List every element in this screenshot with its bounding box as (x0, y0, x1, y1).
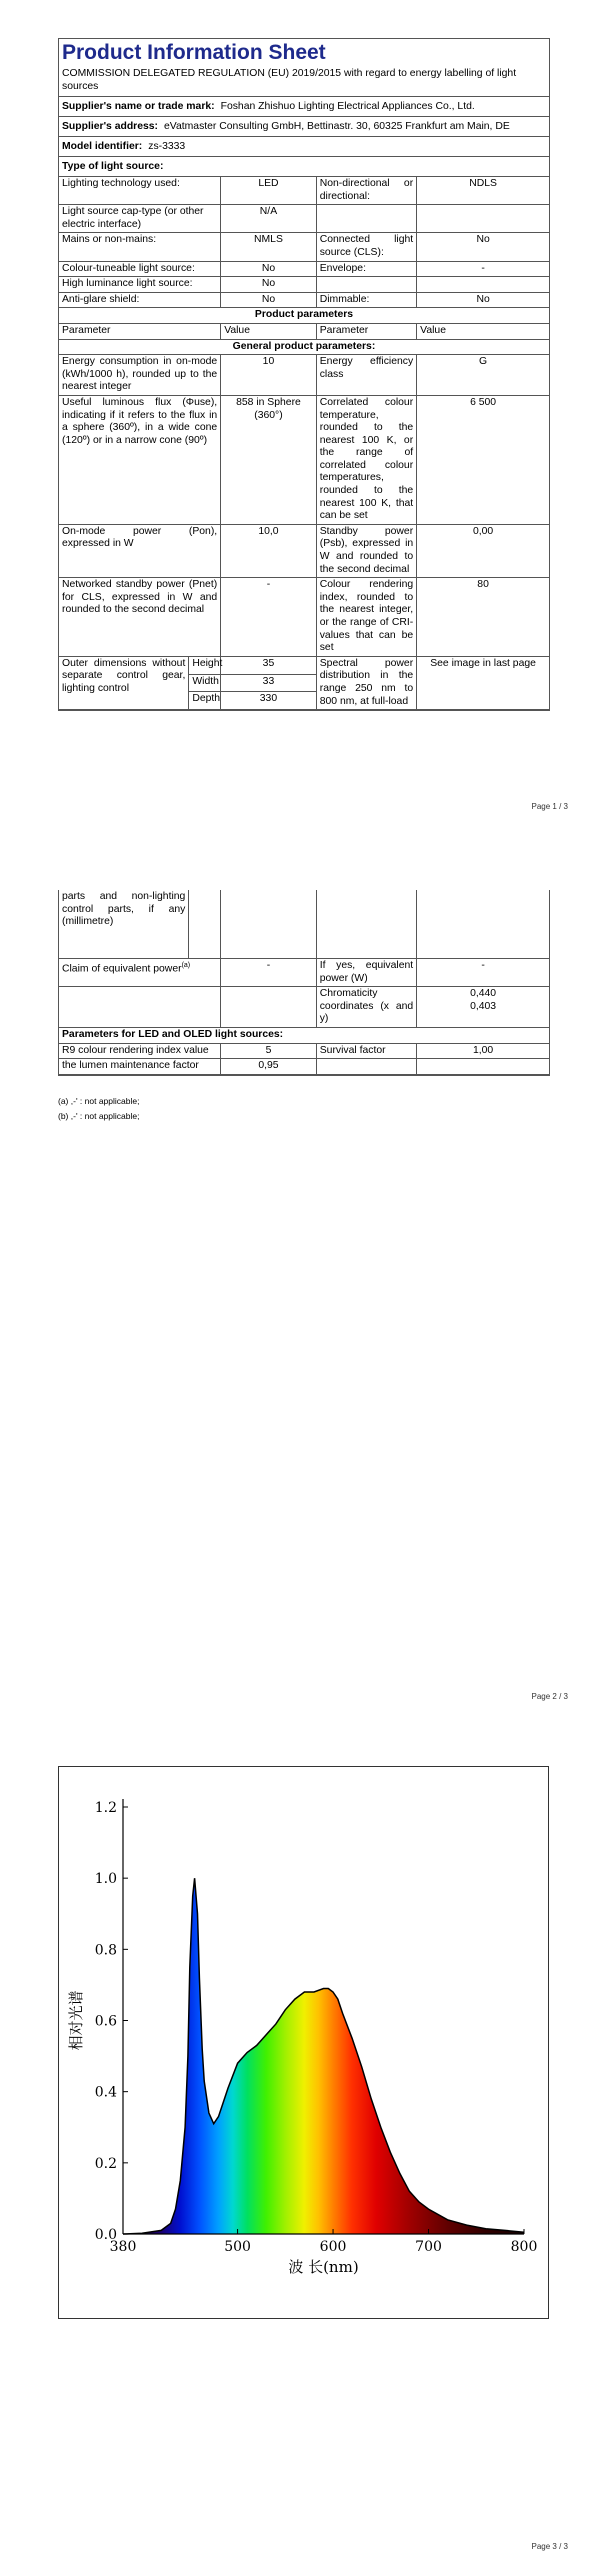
page-number: Page 3 / 3 (531, 2542, 568, 2551)
y-tick-label: 1.2 (94, 1800, 117, 1816)
general-row (59, 524, 549, 577)
general-row (59, 355, 549, 396)
lumen-maintenance-row (59, 1059, 549, 1075)
empty-cell (417, 890, 549, 959)
empty-cell (189, 890, 221, 959)
info-sheet-frame-continued (58, 890, 550, 1076)
empty-cell (316, 1059, 416, 1075)
general-value: 858 in Sphere (360°) (221, 395, 317, 524)
product-parameters-heading-row (59, 308, 549, 324)
equivalent-power-label: Claim of equivalent power$^{(a)}$ (59, 959, 221, 987)
y-tick-label: 0.8 (94, 1942, 117, 1959)
x-tick-label: 380 (109, 2239, 137, 2255)
type-value: No (221, 261, 317, 277)
type-value (417, 277, 549, 293)
model-value: zs-3333 (148, 141, 186, 152)
x-tick-label: 800 (510, 2239, 538, 2255)
page-number: Page 2 / 3 (531, 1692, 568, 1701)
col-value: Value (417, 323, 549, 339)
general-label: Colour rendering index, rounded to the nearest integer, or the range of CRI-values that can be set (316, 578, 416, 657)
general-label: Correlated colour temperature, rounded to the nearest 100 K, or the range of correlated colour temperatures, rounded to the nearest 100 K, that can be set (316, 395, 416, 524)
type-label: Light source cap-type (or other electric interface) (59, 205, 221, 233)
regulation-subtitle: COMMISSION DELEGATED REGULATION (EU) 2019/2015 with regard to energy labelling of light sources (59, 65, 549, 97)
type-label: Lighting technology used: (59, 177, 221, 205)
type-label: Dimmable: (316, 292, 416, 308)
supplier-address-label: Supplier's address: (62, 121, 159, 132)
empty-cell (316, 890, 416, 959)
general-row (59, 578, 549, 657)
dimension-row (59, 656, 549, 674)
general-value: 10 (221, 355, 317, 396)
general-label: Networked standby power (Pnet) for CLS, expressed in W and rounded to the second decimal (59, 578, 221, 657)
col-parameter: Parameter (316, 323, 416, 339)
spd-value: See image in last page (417, 656, 549, 709)
equivalent-power-yes-value: - (417, 959, 549, 987)
type-value: No (221, 277, 317, 293)
page-2 (0, 880, 608, 1710)
page-1 (0, 0, 608, 812)
x-tick-label: 700 (415, 2239, 442, 2255)
type-value: LED (221, 177, 317, 205)
r9-label: R9 colour rendering index value (59, 1043, 221, 1059)
chromaticity-value: 0,440 0,403 (417, 987, 549, 1028)
parameters-table-continued (59, 890, 549, 1075)
type-value: - (417, 261, 549, 277)
general-value: - (221, 578, 317, 657)
empty-cell (221, 987, 317, 1028)
general-label: Energy consumption in on-mode (kWh/1000 h), rounded up to the nearest integer (59, 355, 221, 396)
dimension-row (59, 890, 549, 959)
supplier-name-label: Supplier's name or trade mark: (62, 101, 215, 112)
dimensions-label: Outer dimensions without separate control gear, lighting control (59, 656, 189, 709)
width-label: Width (189, 674, 221, 692)
type-row (59, 205, 549, 233)
y-tick-label: 0.4 (94, 2084, 117, 2101)
type-value: N/A (221, 205, 317, 233)
width-value: 33 (221, 674, 317, 692)
general-label: Energy efficiency class (316, 355, 416, 396)
r9-value: 5 (221, 1043, 317, 1059)
type-value: No (221, 292, 317, 308)
spectrum-chart-frame (58, 1766, 549, 2319)
empty-cell (59, 987, 221, 1028)
parameters-table (59, 177, 549, 710)
supplier-name-row (59, 97, 549, 117)
survival-factor-label: Survival factor (316, 1043, 416, 1059)
r9-row (59, 1043, 549, 1059)
column-header-row (59, 323, 549, 339)
general-value: 6 500 (417, 395, 549, 524)
footnotes (58, 1092, 550, 1122)
col-value: Value (221, 323, 317, 339)
y-axis-label: 相对光谱 (67, 1990, 85, 2051)
type-row (59, 261, 549, 277)
general-label: Useful luminous flux (Φuse), indicating if it refers to the flux in a sphere (360º), in a wide cone (120º) or in a narrow cone (90º) (59, 395, 221, 524)
chromaticity-label: Chromaticity coordinates (x and y) (316, 987, 416, 1028)
general-parameters-heading-row (59, 339, 549, 355)
general-value: 0,00 (417, 524, 549, 577)
led-parameters-heading: Parameters for LED and OLED light sources: (59, 1027, 549, 1043)
type-label: High luminance light source: (59, 277, 221, 293)
empty-cell (417, 1059, 549, 1075)
y-tick-label: 0.6 (94, 2013, 117, 2030)
lumen-maintenance-label: the lumen maintenance factor (59, 1059, 221, 1075)
model-row (59, 137, 549, 157)
equivalent-power-yes-label: If yes, equivalent power (W) (316, 959, 416, 987)
product-parameters-heading: Product parameters (59, 308, 549, 324)
y-tick-label: 0.2 (94, 2155, 117, 2172)
type-row (59, 233, 549, 261)
height-label: Height (189, 656, 221, 674)
type-row (59, 177, 549, 205)
general-label: Standby power (Psb), expressed in W and rounded to the second decimal (316, 524, 416, 577)
general-value: 10,0 (221, 524, 317, 577)
x-tick-label: 600 (319, 2239, 347, 2255)
y-tick-label: 1.0 (94, 1871, 117, 1888)
type-value: No (417, 233, 549, 261)
type-label (316, 205, 416, 233)
page-title: Product Information Sheet (62, 41, 326, 64)
y-tick-label: 0.0 (94, 2227, 117, 2243)
type-label: Envelope: (316, 261, 416, 277)
general-value: 80 (417, 578, 549, 657)
x-tick-label: 500 (224, 2239, 251, 2255)
depth-label: Depth (189, 692, 221, 710)
type-heading: Type of light source: (59, 157, 549, 177)
equivalent-power-row (59, 959, 549, 987)
equivalent-power-value: - (221, 959, 317, 987)
general-parameters-heading: General product parameters: (59, 339, 549, 355)
x-axis-label: 波 长(nm) (288, 2258, 359, 2276)
general-value: G (417, 355, 549, 396)
footnote-a: (a) ,-' : not applicable; (58, 1096, 140, 1106)
spectrum-area (123, 1878, 524, 2234)
depth-value: 330 (221, 692, 317, 710)
page-number: Page 1 / 3 (531, 802, 568, 811)
col-parameter: Parameter (59, 323, 221, 339)
type-label: Non-directional or directional: (316, 177, 416, 205)
led-parameters-heading-row (59, 1027, 549, 1043)
type-value: NMLS (221, 233, 317, 261)
spectrum-chart (59, 1767, 548, 2318)
info-sheet-frame (58, 38, 550, 711)
type-row (59, 292, 549, 308)
lumen-maintenance-value: 0,95 (221, 1059, 317, 1075)
type-label: Connected light source (CLS): (316, 233, 416, 261)
footnote-b: (b) ,-' : not applicable; (58, 1111, 140, 1121)
type-label (316, 277, 416, 293)
type-value: No (417, 292, 549, 308)
type-label: Mains or non-mains: (59, 233, 221, 261)
spd-label: Spectral power distribution in the range 250 nm to 800 nm, at full-load (316, 656, 416, 709)
type-label: Anti-glare shield: (59, 292, 221, 308)
height-value: 35 (221, 656, 317, 674)
model-label: Model identifier: (62, 141, 143, 152)
survival-factor-value: 1,00 (417, 1043, 549, 1059)
type-label: Colour-tuneable light source: (59, 261, 221, 277)
chromaticity-row (59, 987, 549, 1028)
supplier-name-value: Foshan Zhishuo Lighting Electrical Appliances Co., Ltd. (220, 101, 475, 112)
empty-cell (221, 890, 317, 959)
supplier-address-row (59, 117, 549, 137)
type-value (417, 205, 549, 233)
general-row (59, 395, 549, 524)
dimensions-label-continued: parts and non-lighting control parts, if any (millimetre) (59, 890, 189, 959)
general-label: On-mode power (Pon), expressed in W (59, 524, 221, 577)
type-value: NDLS (417, 177, 549, 205)
type-row (59, 277, 549, 293)
supplier-address-value: eVatmaster Consulting GmbH, Bettinastr. 30, 60325 Frankfurt am Main, DE (164, 121, 510, 132)
